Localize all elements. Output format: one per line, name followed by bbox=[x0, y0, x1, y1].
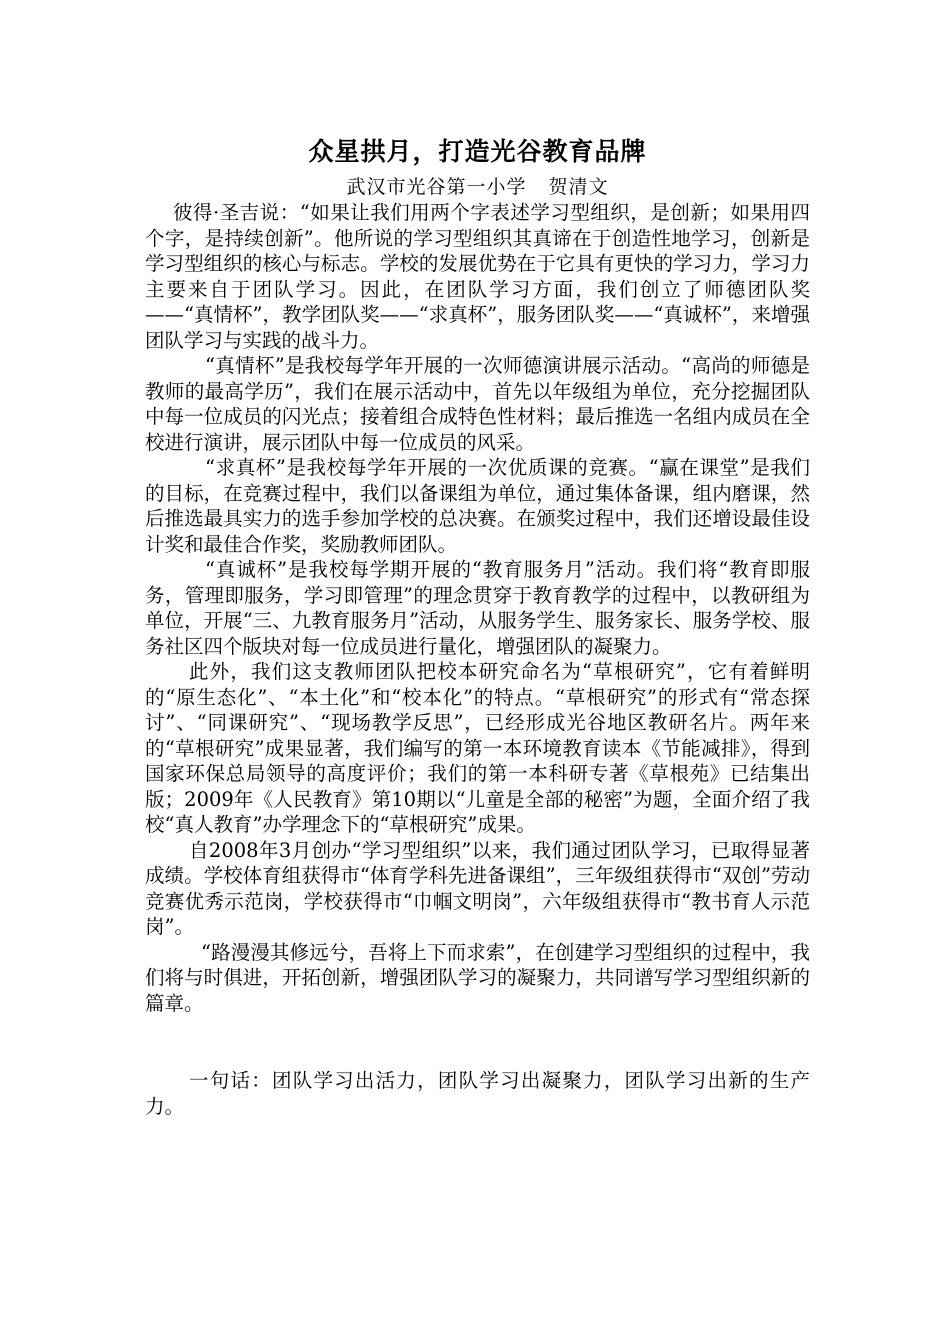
paragraph-grassroots-research: 此外，我们这支教师团队把校本研究命名为“草根研究”，它有着鲜明的“原生态化”、“本土化”和“校本化”的特点。“草根研究”的形式有“常态探讨”、“同课研究”、“现场教学反思”，已经形成光谷地区教研名片。两年来的“草根研究”成果显著，我们编写的第一本环境教育读本《节能减排》，得到国家环保总局领导的高度评价；我们的第一本科研专著《草根苑》已结集出版；2009年《人民教育》第10期以“儿童是全部的秘密”为题，全面介绍了我校“真人教育”办学理念下的“草根研究”成果。 bbox=[145, 660, 810, 836]
paragraph-intro: 彼得·圣吉说：“如果让我们用两个字表述学习型组织，是创新；如果用四个字，是持续创新”。他所说的学习型组织其真谛在于创造性地学习，创新是学习型组织的核心与标志。学校的发展优势在于它具有更快的学习力，学习力主要来自于团队学习。因此，在团队学习方面，我们创立了师德团队奖——“真情杯”，教学团队奖——“求真杯”，服务团队奖——“真诚杯”，来增强团队学习与实践的战斗力。 bbox=[145, 201, 810, 352]
paragraph-zhencheng-cup: “真诚杯”是我校每学期开展的“教育服务月”活动。我们将“教育即服务，管理即服务，学习即管理”的理念贯穿于教育教学的过程中，以教研组为单位，开展“三、九教育服务月”活动，从服务学生、服务家长、服务学校、服务社区四个版块对每一位成员进行量化，增强团队的凝聚力。 bbox=[145, 558, 810, 658]
byline bbox=[145, 174, 810, 200]
paragraph-conclusion: “路漫漫其修远兮，吾将上下而求索”，在创建学习型组织的过程中，我们将与时俱进，开拓创新，增强团队学习的凝聚力，共同谱写学习型组织新的篇章。 bbox=[145, 940, 810, 1015]
closing-sentence: 一句话：团队学习出活力，团队学习出凝聚力，团队学习出新的生产力。 bbox=[145, 1069, 810, 1118]
byline-author: 贺清文 bbox=[548, 176, 609, 198]
byline-school: 武汉市光谷第一小学 bbox=[346, 176, 527, 198]
paragraph-zhenqing-cup: “真情杯”是我校每学年开展的一次师德演讲展示活动。“高尚的师德是教师的最高学历”，我们在展示活动中，首先以年级组为单位，充分挖掘团队中每一位成员的闪光点；接着组合成特色性材料；最后推选一名组内成员在全校进行演讲，展示团队中每一位成员的风采。 bbox=[145, 354, 810, 454]
paragraph-qiuzhen-cup: “求真杯”是我校每学年开展的一次优质课的竞赛。“赢在课堂”是我们的目标，在竞赛过程中，我们以备课组为单位，通过集体备课，组内磨课，然后推选最具实力的选手参加学校的总决赛。在颁奖过程中，我们还增设最佳设计奖和最佳合作奖，奖励教师团队。 bbox=[145, 456, 810, 556]
document-title: 众星拱月，打造光谷教育品牌 bbox=[308, 137, 647, 166]
paragraph-achievements: 自2008年3月创办“学习型组织”以来，我们通过团队学习，已取得显著成绩。学校体育组获得市“体育学科先进备课组”，三年级组获得市“双创”劳动竞赛优秀示范岗，学校获得市“巾帼文明岗”，六年级组获得市“教书育人示范岗”。 bbox=[145, 838, 810, 938]
document-page bbox=[145, 134, 810, 1119]
